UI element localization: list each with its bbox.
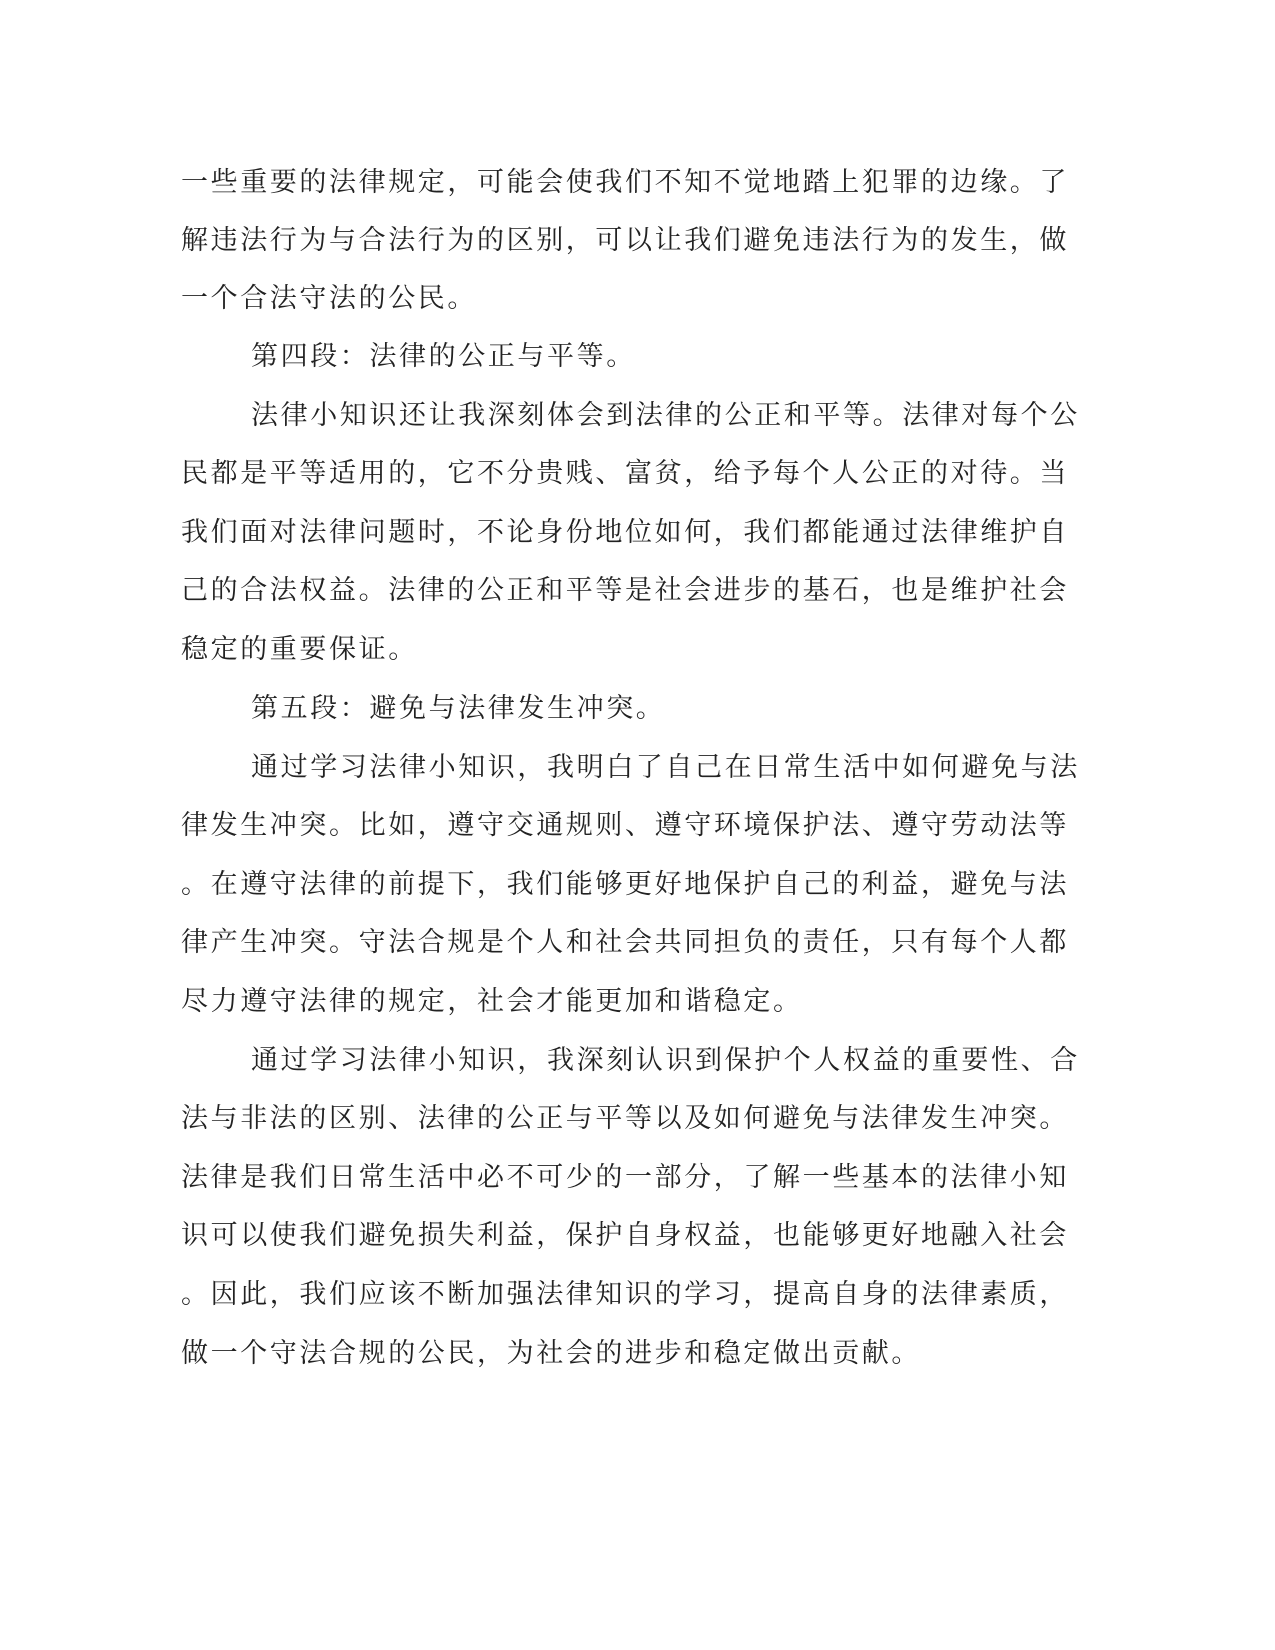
text-line: 通过学习法律小知识，我明白了自己在日常生活中如何避免与法 (251, 752, 1080, 783)
text-line: 稳定的重要保证。 (181, 634, 418, 665)
text-line: 法律是我们日常生活中必不可少的一部分，了解一些基本的法律小知 (181, 1162, 1069, 1193)
text-line: 解违法行为与合法行为的区别，可以让我们避免违法行为的发生，做 (181, 225, 1069, 256)
text-line: 我们面对法律问题时，不论身份地位如何，我们都能通过法律维护自 (181, 517, 1069, 548)
section-heading: 第四段：法律的公正与平等。 (251, 341, 636, 372)
text-line: 尽力遵守法律的规定，社会才能更加和谐稳定。 (181, 986, 803, 1017)
text-line: 识可以使我们避免损失利益，保护自身权益，也能够更好地融入社会 (181, 1220, 1069, 1251)
text-line: 通过学习法律小知识，我深刻认识到保护个人权益的重要性、合 (251, 1045, 1080, 1076)
text-line: 法与非法的区别、法律的公正与平等以及如何避免与法律发生冲突。 (181, 1103, 1069, 1134)
text-line: 律发生冲突。比如，遵守交通规则、遵守环境保护法、遵守劳动法等 (181, 810, 1069, 841)
text-line: 。在遵守法律的前提下，我们能够更好地保护自己的利益，避免与法 (181, 869, 1069, 900)
text-line: 己的合法权益。法律的公正和平等是社会进步的基石，也是维护社会 (181, 575, 1069, 606)
text-line: 一个合法守法的公民。 (181, 283, 477, 314)
text-line: 律产生冲突。守法合规是个人和社会共同担负的责任，只有每个人都 (181, 927, 1069, 958)
text-line: 民都是平等适用的，它不分贵贱、富贫，给予每个人公正的对待。当 (181, 458, 1069, 489)
text-line: 法律小知识还让我深刻体会到法律的公正和平等。法律对每个公 (251, 400, 1080, 431)
text-line: 一些重要的法律规定，可能会使我们不知不觉地踏上犯罪的边缘。了 (181, 167, 1069, 198)
text-line: 做一个守法合规的公民，为社会的进步和稳定做出贡献。 (181, 1338, 921, 1369)
section-heading: 第五段：避免与法律发生冲突。 (251, 693, 666, 724)
text-line: 。因此，我们应该不断加强法律知识的学习，提高自身的法律素质， (181, 1279, 1069, 1310)
